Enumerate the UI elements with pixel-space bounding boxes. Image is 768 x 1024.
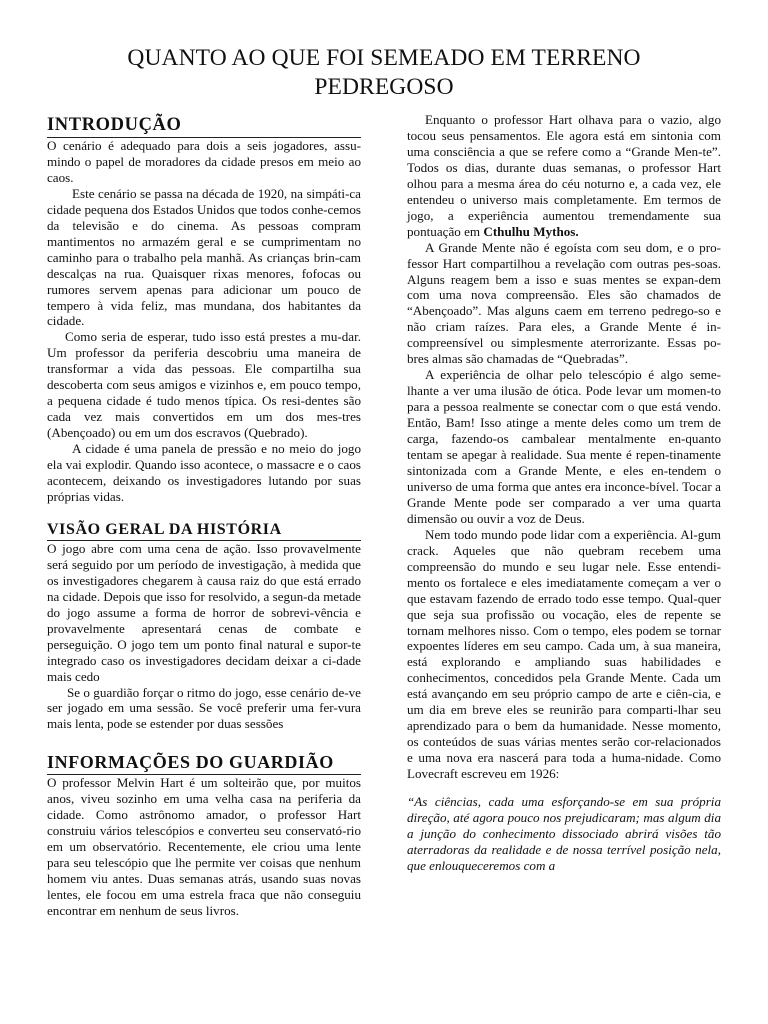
lovecraft-quote: “As ciências, cada uma esforçando-se em sua própria direção, até agora pouco nos prejudicaram; mas algum dia a junção do conhecimento dissociado abrirá visões tão aterradoras da realidade e de nossa terrível posição nela, que enlouqueceremos com a: [407, 794, 721, 873]
section-heading-informacoes-guardiao: INFORMAÇÕES DO GUARDIÃO: [47, 751, 361, 775]
right-column: [407, 112, 721, 874]
right-paragraph: Nem todo mundo pode lidar com a experiência. Al-gum crack. Aqueles que não quebram recebem uma compreensão do mundo e seu lugar nele. Esse entendi-mento os fortalece e eles imediatamente começam a ver o que estavam fazendo de errado todo esse tempo. Qual-quer que seja sua profissão ou vocação, eles de repente se tornam melhores nisso. Com o tempo, eles podem se tornar expoentes líderes em seu campo. Cada um, à sua maneira, está explorando e ampliando suas habilidades e conhecimentos, concedidos pela Grande Mente. Cada um está avançando em seu próprio campo de arte e ciên-cia, e um dia em breve eles se reunirão para comparti-lhar seu aprendizado para o bem da humanidade. Nesse momento, os conteúdos de suas várias mentes serão cor-relacionados e uma nova era nascerá para toda a huma-nidade. Como Lovecraft escreveu em 1926:: [407, 526, 721, 782]
intro-paragraph: O cenário é adequado para dois a seis jogadores, assu-mindo o papel de moradores da cidade presos em meio ao caos.: [47, 138, 361, 185]
right-paragraph: A experiência de olhar pelo telescópio é algo seme-lhante a ver uma ilusão de ótica. Pode levar um momen-to para a pessoa realmente se conectar com o que está vendo. Então, Bam! Isso atinge a mente deles como um trem de carga, fazendo-os cambalear mentalmente en-quanto tentam se apegar à realidade. Sua mente é repen-tinamente sintonizada com a Grande Mente, e eles en-tendem o universo de uma forma que antes era inconce-bível. Tocar a Grande Mente pode ser comparado a ver uma quarta dimensão ou ouvir a voz de Deus.: [407, 367, 721, 526]
intro-paragraph: Este cenário se passa na década de 1920, na simpáti-ca cidade pequena dos Estados Unidos que todos conhe-cemos da televisão e do cinema. As pessoas compram mantimentos no armazém geral e se cumprimentam no caminho para o trabalho pela manhã. As crianças brin-cam descalças na rua. Quaisquer rixas menores, fofocas ou rumores servem apenas para adicionar um pouco de tempero à vida feliz, mas mundana, dos habitantes da cidade.: [47, 185, 361, 329]
section-heading-introducao: INTRODUÇÃO: [47, 114, 361, 138]
left-column: [47, 112, 361, 919]
right-paragraph: [407, 112, 721, 240]
visao-paragraph: O jogo abre com uma cena de ação. Isso provavelmente será seguido por um período de investigação, à medida que os investigadores chegarem à causa raiz do que está errado na cidade. Depois que isso for resolvido, a segun-da metade do jogo assume a forma de horror de sobrevi-vência e provavelmente apresentará cenas de combate e perseguição. O jogo tem um ponto final natural e supor-te integrado caso os investigadores decidam deixar a ci-dade mais cedo: [47, 540, 361, 684]
info-paragraph: O professor Melvin Hart é um solteirão que, por muitos anos, viveu sozinho em uma velha casa na periferia da cidade. Como astrônomo amador, o professor Hart construiu vários telescópios e converteu seu conservató-rio em um observatório. Recentemente, ele criou uma lente para seu telescópio que lhe permite ver coisas que nenhum homem viu antes. Duas semanas atrás, usando suas novas lentes, ele focou em uma estrela fraca que não conseguiu encontrar em nenhum de seus livros.: [47, 775, 361, 918]
visao-paragraph: Se o guardião forçar o ritmo do jogo, esse cenário de-ve ser jogado em uma sessão. Se você preferir uma fer-vura mais lenta, pode se estender por duas sessões: [47, 684, 361, 732]
section-heading-visao-geral: VISÃO GERAL DA HISTÓRIA: [47, 520, 361, 541]
right-paragraph: A Grande Mente não é egoísta com seu dom, e o pro-fessor Hart compartilhou a revelação com outras pes-soas. Alguns reagem bem a isso e suas mentes se expan-dem com uma nova compreensão. Eles são chamados de “Abençoado”. Mas alguns caem em terreno pedrego-so e não criam raízes. Para eles, a Grande Mente é in-compreensível ou simplesmente aterrorizante. Essas po-bres almas são chamadas de “Quebradas”.: [407, 239, 721, 367]
right-paragraph-text: Enquanto o professor Hart olhava para o vazio, algo tocou seus pensamentos. Ele agora está em sintonia com uma consciência a que se refere como a “Grande Men-te”. Todos os dias, durante duas semanas, o professor Hart olhou para a mesma área do céu noturno e, a cada vez, ele entendeu o universo mais completamente. Em termos de jogo, a experiência aumentou tremendamente sua pontuação em: [407, 112, 721, 239]
page-title: QUANTO AO QUE FOI SEMEADO EM TERRENO PEDREGOSO: [127, 45, 641, 100]
intro-paragraph: A cidade é uma panela de pressão e no meio do jogo ela vai explodir. Quando isso acontece, o massacre e o caos acontecem, deixando os investigadores lutando por suas próprias vidas.: [47, 441, 361, 504]
intro-paragraph: Como seria de esperar, tudo isso está prestes a mu-dar. Um professor da periferia descobriu uma maneira de transformar a vida das pessoas. Ele compartilha sua descoberta com seus amigos e vizinhos e, em pouco tempo, a pequena cidade é tudo menos típica. Os resi-dentes são cada vez mais convertidos em um dos mes-tres (Abençoado) ou em um dos escravos (Quebrado).: [47, 329, 361, 441]
cthulhu-mythos-term: Cthulhu Mythos.: [483, 223, 579, 239]
